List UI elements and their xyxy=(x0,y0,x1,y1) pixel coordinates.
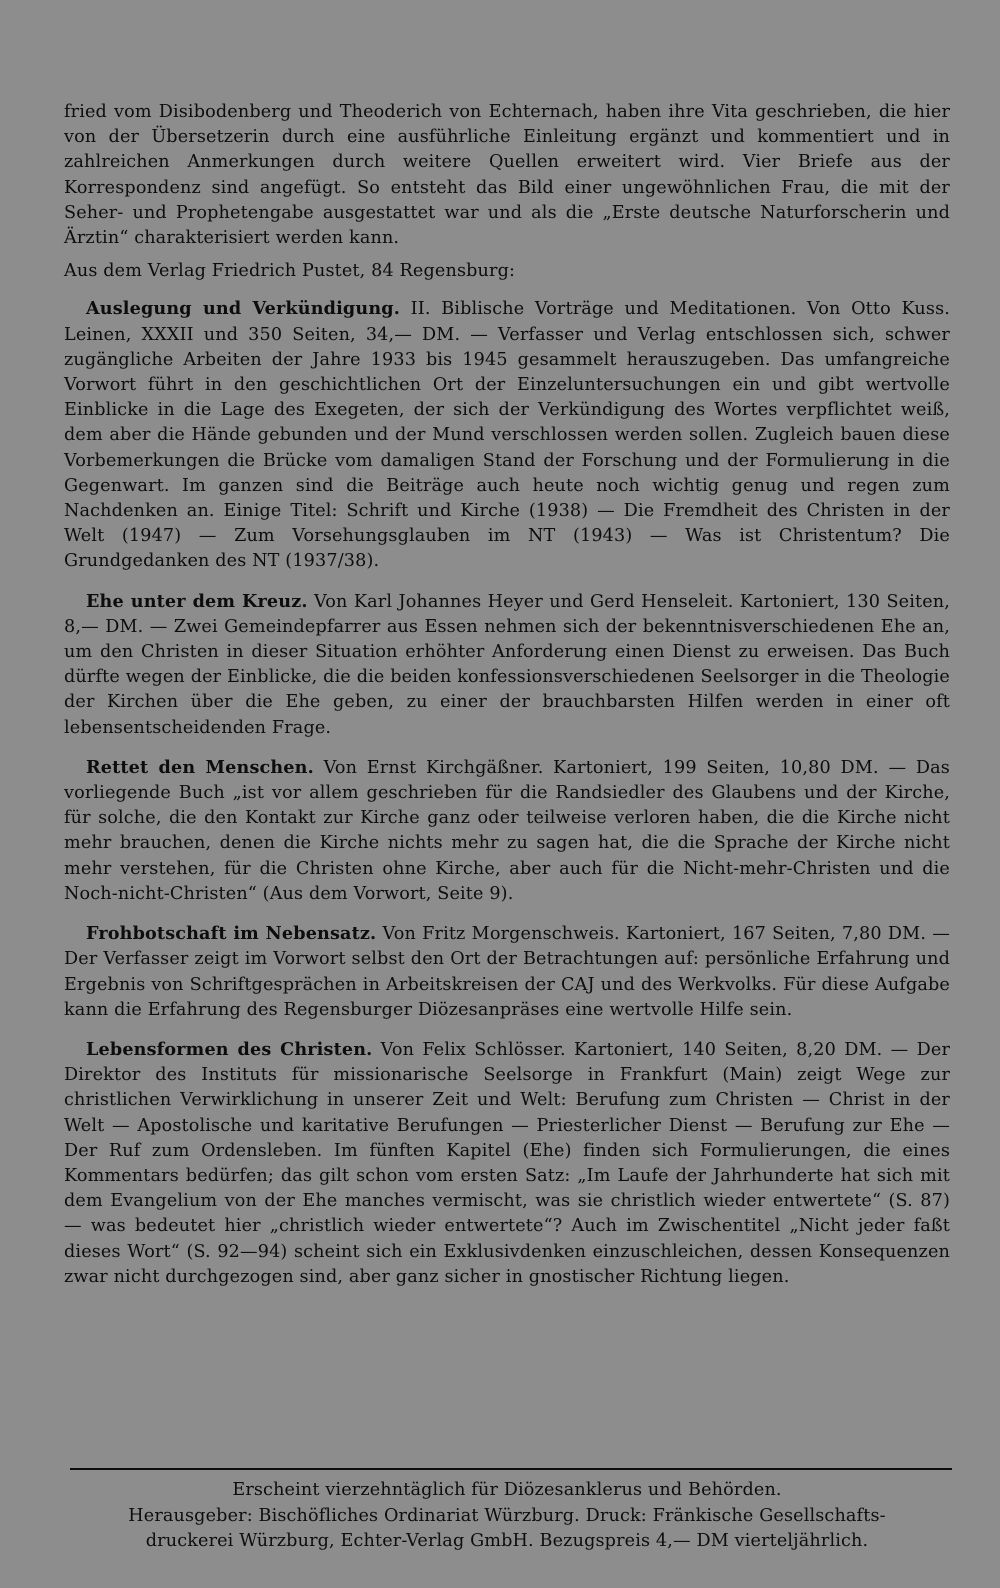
colophon-line: Herausgeber: Bischöfliches Ordinariat Würzburg. Druck: Fränkische Gesellschafts- xyxy=(128,1505,886,1526)
book-review-entry xyxy=(64,921,950,1023)
book-review-text: Von Fritz Morgenschweis. Kartoniert, 167 Seiten, 7,80 DM. — Der Verfasser zeigt im Vorwort selbst den Ort der Betrachtungen auf: persönliche Erfahrung und Ergebnis von Schriftgesprächen in Arbeitskreisen der CAJ und des Werkvolks. Für diese Aufgabe kann die Erfahrung des Regensburger Diözesanpräses eine wertvolle Hilfe sein. xyxy=(64,924,951,1020)
book-review-text: Von Felix Schlösser. Kartoniert, 140 Seiten, 8,20 DM. — Der Direktor des Instituts für missionarische Seelsorge in Frankfurt (Main) zeigt Wege zur christlichen Verwirklichung in unserer Zeit und Welt: Berufung zum Christen — Christ in der Welt — Apostolische und karitative Berufungen — Priesterlicher Dienst — Berufung zur Ehe — Der Ruf zum Ordensleben. Im fünften Kapitel (Ehe) finden sich Formulierungen, die eines Kommentars bedürfen; das gilt schon vom ersten Satz: „Im Laufe der Jahrhunderte hat sich mit dem Evangelium von der Ehe manches vermischt, was sie christlich wieder entwertete“ (S. 87) — was bedeutet hier „christlich wieder entwertete“? Auch im Zwischentitel „Nicht jeder faßt dieses Wort“ (S. 92—94) scheint sich ein Exklusivdenken einzuschleichen, dessen Konsequenzen zwar nicht durchgezogen sind, aber ganz sicher in gnostischer Richtung liegen. xyxy=(64,1039,951,1287)
publisher-heading: Aus dem Verlag Friedrich Pustet, 84 Regensburg: xyxy=(64,261,516,282)
book-review-entry xyxy=(64,296,950,574)
book-title: Lebensformen des Christen. xyxy=(86,1038,373,1060)
intro-text: fried vom Disibodenberg und Theoderich von Echternach, haben ihre Vita geschrieben, die hier von der Übersetzerin durch eine ausführliche Einleitung ergänzt und kommentiert und in zahlreichen Anmerkungen durch weitere Quellen erweitert wird. Vier Briefe aus der Korrespondenz sind angefügt. So entsteht das Bild einer ungewöhnlichen Frau, die mit der Seher- und Prophetengabe ausgestattet war und als die „Erste deutsche Naturforscherin und Ärztin“ charakterisiert werden kann. xyxy=(64,102,950,249)
book-title: Frohbotschaft im Nebensatz. xyxy=(86,923,377,945)
book-review-entry xyxy=(64,589,950,741)
colophon-line: druckerei Würzburg, Echter-Verlag GmbH. Bezugspreis 4,— DM vierteljährlich. xyxy=(145,1531,869,1551)
book-review-entry xyxy=(64,755,950,907)
book-title: Rettet den Menschen. xyxy=(86,756,314,778)
colophon xyxy=(64,1478,950,1555)
colophon-line: Erscheint vierzehntäglich für Diözesanklerus und Behörden. xyxy=(232,1480,782,1500)
intro-paragraph xyxy=(64,100,950,251)
book-review-entry xyxy=(64,1037,950,1290)
book-title: Ehe unter dem Kreuz. xyxy=(86,590,308,612)
article-body xyxy=(64,100,950,1290)
book-review-text: II. Biblische Vorträge und Meditationen. Von Otto Kuss. Leinen, XXXII und 350 Seiten, 34,— DM. — Verfasser und Verlag entschlossen sich, schwer zugängliche Arbeiten der Jahre 1933 bis 1945 gesammelt herauszugeben. Das umfangreiche Vorwort führt in den geschichtlichen Ort der Einzeluntersuchungen ein und gibt wertvolle Einblicke in die Lage des Exegeten, der sich der Verkündigung des Wortes verpflichtet weiß, dem aber die Hände gebunden und der Mund verschlossen werden sollen. Zugleich bauen diese Vorbemerkungen die Brücke vom damaligen Stand der Forschung und der Formulierung in die Gegenwart. Im ganzen sind die Beiträge auch heute noch wichtig genug und regen zum Nachdenken an. Einige Titel: Schrift und Kirche (1938) — Die Fremdheit des Christen in der Welt (1947) — Zum Vorsehungsglauben im NT (1943) — Was ist Christentum? Die Grundgedanken des NT (1937/38). xyxy=(64,299,950,572)
footer-divider xyxy=(70,1468,952,1470)
book-review-text: Von Ernst Kirchgäßner. Kartoniert, 199 Seiten, 10,80 DM. — Das vorliegende Buch „ist vor allem geschrieben für die Randsiedler des Glaubens und der Kirche, für solche, die den Kontakt zur Kirche ganz oder teilweise verloren haben, die die Kirche nicht mehr brauchen, denen die Kirche nichts mehr zu sagen hat, die die Sprache der Kirche nicht mehr verstehen, für die Christen ohne Kirche, aber auch für die Nicht-mehr-Christen und die Noch-nicht-Christen“ (Aus dem Vorwort, Seite 9). xyxy=(64,757,950,904)
book-review-text: Von Karl Johannes Heyer und Gerd Henseleit. Kartoniert, 130 Seiten, 8,— DM. — Zwei Gemeindepfarrer aus Essen nehmen sich der bekenntnisverschiedenen Ehe an, um den Christen in dieser Situation erhöhter Anforderung einen Dienst zu erweisen. Das Buch dürfte wegen der Einblicke, die die beiden konfessionsverschiedenen Seelsorger in die Theologie der Kirchen über die Ehe geben, zu einer der brauchbarsten Hilfen werden in einer oft lebensentscheidenden Frage. xyxy=(64,591,950,738)
book-title: Auslegung und Verkündigung. xyxy=(86,298,400,320)
